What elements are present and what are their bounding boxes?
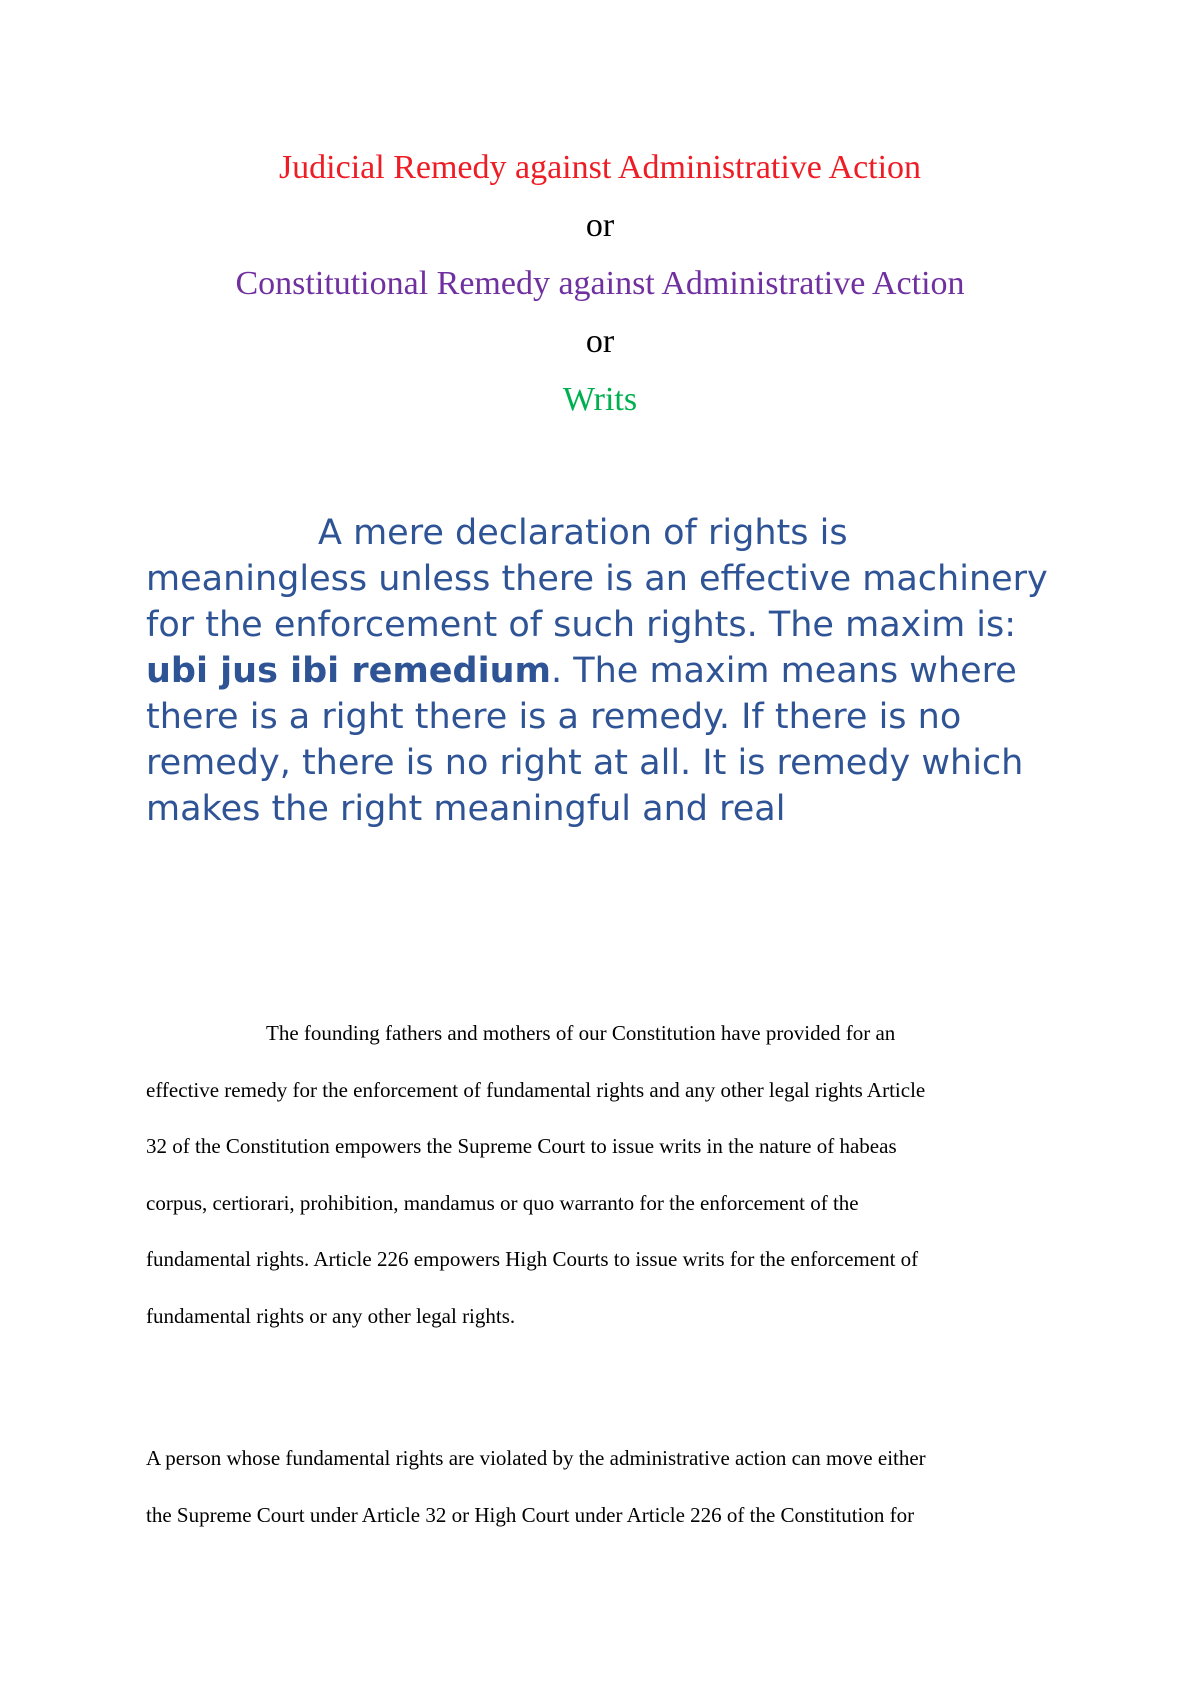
heading-or-1: or: [585, 207, 615, 244]
quote-text-start: A mere declaration of rights is meaningless unless there is an effective machinery for the enforcement of such rights. The maxim is:: [146, 513, 1048, 645]
paragraph-line: 32 of the Constitution empowers the Supreme Court to issue writs in the nature of habeas: [146, 1134, 897, 1158]
paragraph-line: fundamental rights. Article 226 empowers High Courts to issue writs for the enforcement of: [146, 1247, 919, 1271]
heading-or-2: or: [585, 323, 615, 360]
heading-judicial-remedy: Judicial Remedy against Administrative Action: [278, 149, 922, 186]
paragraph-line: The founding fathers and mothers of our Constitution have provided for an: [266, 1021, 896, 1045]
paragraph-line: fundamental rights or any other legal rights.: [146, 1303, 516, 1328]
heading-writs: Writs: [562, 381, 638, 418]
paragraph-line: effective remedy for the enforcement of fundamental rights and any other legal rights Article: [146, 1077, 926, 1102]
heading-constitutional-remedy: Constitutional Remedy against Administrative Action: [235, 265, 965, 302]
quote-maxim-bold: ubi jus ibi remedium: [146, 651, 551, 691]
paragraph-person-whose-rights: [146, 1430, 1066, 1543]
paragraph-line: the Supreme Court under Article 32 or High Court under Article 226 of the Constitution for: [146, 1502, 915, 1527]
quote-text-end: . The maxim means where there is a right there is a remedy. If there is no remedy, there is no right at all. It is remedy which makes the right meaningful and real: [146, 651, 1024, 829]
paragraph-line: A person whose fundamental rights are violated by the administrative action can move either: [146, 1446, 926, 1470]
paragraph-founding-fathers: [146, 1005, 1066, 1344]
maxim-quote: [146, 510, 1066, 832]
paragraph-line: corpus, certiorari, prohibition, mandamus or quo warranto for the enforcement of the: [146, 1190, 859, 1215]
